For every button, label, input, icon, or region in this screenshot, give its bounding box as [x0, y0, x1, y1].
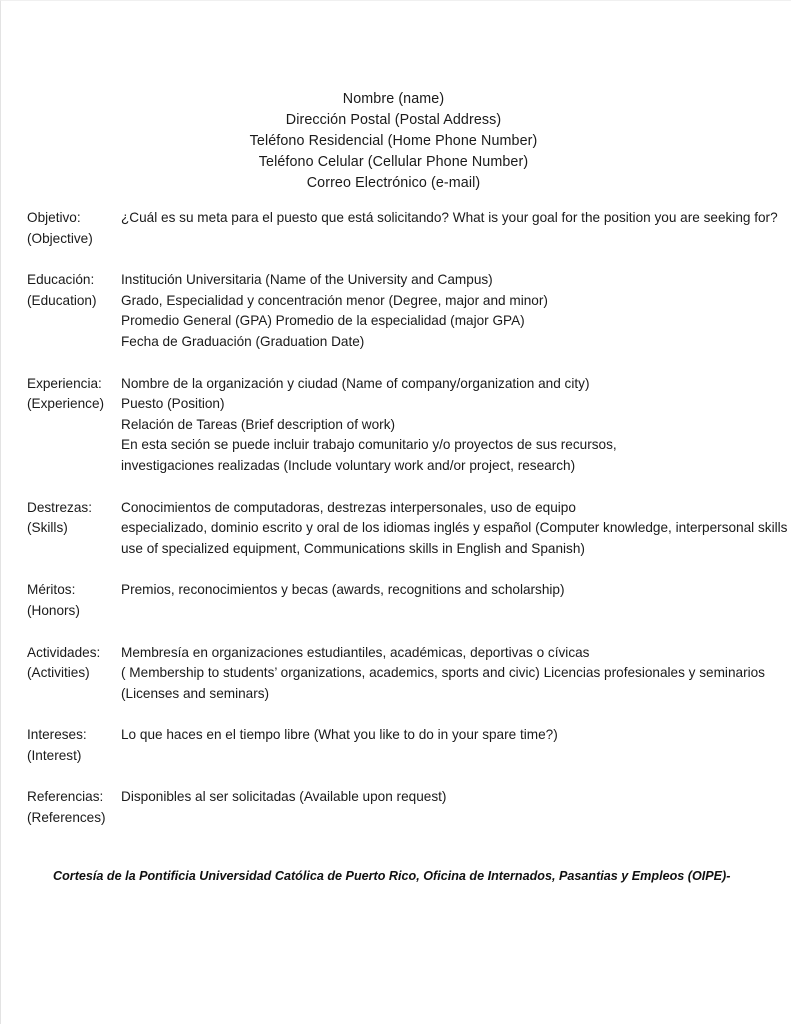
section-body — [121, 498, 786, 560]
section-label — [27, 580, 123, 621]
section-body-line: ( Membership to students’ organizations, academics, sports and civic) Licencias profesionales y seminarios — [121, 665, 765, 681]
section-body-line: En esta seción se puede incluir trabajo comunitario y/o proyectos de sus recursos, — [121, 437, 617, 453]
resume-section — [1, 643, 786, 705]
section-label-spanish: Intereses: — [27, 727, 87, 743]
contact-header-line: Teléfono Residencial (Home Phone Number) — [249, 133, 538, 149]
section-body-line: investigaciones realizadas (Include voluntary work and/or project, research) — [121, 457, 576, 473]
section-label-english: (Interest) — [27, 747, 82, 763]
section-label-english: (Skills) — [27, 520, 68, 536]
section-label-english: (Honors) — [27, 602, 80, 618]
section-body — [121, 725, 786, 766]
section-label-spanish: Referencias: — [27, 789, 104, 805]
section-label — [27, 374, 123, 415]
section-body-line: Grado, Especialidad y concentración menor (Degree, major and minor) — [121, 292, 548, 308]
section-label-english: (Objective) — [27, 230, 93, 246]
section-body-line: especializado, dominio escrito y oral de los idiomas inglés y español (Computer knowledge, interpersonal skills — [121, 520, 788, 536]
section-label-english: (Experience) — [27, 396, 105, 412]
section-body — [121, 374, 786, 477]
section-body — [121, 643, 786, 705]
section-body-line: Relación de Tareas (Brief description of work) — [121, 416, 396, 432]
footer-credit-text: Cortesía de la Pontificia Universidad Católica de Puerto Rico, Oficina de Internados, Pasantias y Empleos (OIPE)- — [53, 869, 731, 883]
resume-sections — [1, 208, 786, 850]
contact-header-line: Teléfono Celular (Cellular Phone Number) — [258, 154, 529, 170]
section-label-spanish: Actividades: — [27, 644, 101, 660]
section-body-line: Promedio General (GPA) Promedio de la especialidad (major GPA) — [121, 313, 525, 329]
resume-section — [1, 374, 786, 477]
contact-header-line: Dirección Postal (Postal Address) — [285, 112, 502, 128]
section-body-line: use of specialized equipment, Communications skills in English and Spanish) — [121, 540, 585, 556]
section-label — [27, 208, 123, 249]
section-body-line: Institución Universitaria (Name of the University and Campus) — [121, 272, 493, 288]
section-body-line: Puesto (Position) — [121, 396, 225, 412]
contact-header-line: Nombre (name) — [342, 91, 445, 107]
section-label — [27, 787, 123, 828]
section-label-spanish: Objetivo: — [27, 210, 81, 225]
footer-credit — [53, 867, 753, 885]
resume-section — [1, 725, 786, 766]
section-label-english: (Activities) — [27, 665, 90, 681]
section-body-line: Premios, reconocimientos y becas (awards, recognitions and scholarship) — [121, 582, 565, 598]
section-label-english: (References) — [27, 810, 106, 826]
section-body-line: Nombre de la organización y ciudad (Name of company/organization and city) — [121, 375, 590, 391]
resume-section — [1, 580, 786, 621]
section-label — [27, 498, 123, 539]
section-label-english: (Education) — [27, 292, 97, 308]
section-body-line: Lo que haces en el tiempo libre (What you like to do in your spare time?) — [121, 727, 558, 743]
section-label — [27, 725, 123, 766]
section-label-spanish: Destrezas: — [27, 499, 92, 515]
contact-header-block — [1, 89, 786, 194]
section-body-line: (Licenses and seminars) — [121, 685, 270, 701]
resume-section — [1, 787, 786, 828]
section-body-line: Conocimientos de computadoras, destrezas interpersonales, uso de equipo — [121, 499, 576, 515]
contact-header-line: Correo Electrónico (e-mail) — [306, 175, 481, 191]
resume-section — [1, 498, 786, 560]
section-label-spanish: Educación: — [27, 272, 95, 288]
resume-section — [1, 270, 786, 352]
section-label-spanish: Méritos: — [27, 582, 76, 598]
section-body-line: Disponibles al ser solicitadas (Available upon request) — [121, 789, 447, 805]
section-body — [121, 787, 786, 828]
section-body-line: ¿Cuál es su meta para el puesto que está solicitando? What is your goal for the position you are seeking for? — [121, 210, 778, 225]
section-body-line: Membresía en organizaciones estudiantiles, académicas, deportivas o cívicas — [121, 644, 590, 660]
resume-section — [1, 208, 786, 249]
section-label — [27, 643, 123, 684]
section-body — [121, 270, 786, 352]
section-body-line: Fecha de Graduación (Graduation Date) — [121, 333, 365, 349]
section-body — [121, 580, 786, 621]
section-label-spanish: Experiencia: — [27, 375, 102, 391]
section-label — [27, 270, 123, 311]
section-body — [121, 208, 786, 249]
